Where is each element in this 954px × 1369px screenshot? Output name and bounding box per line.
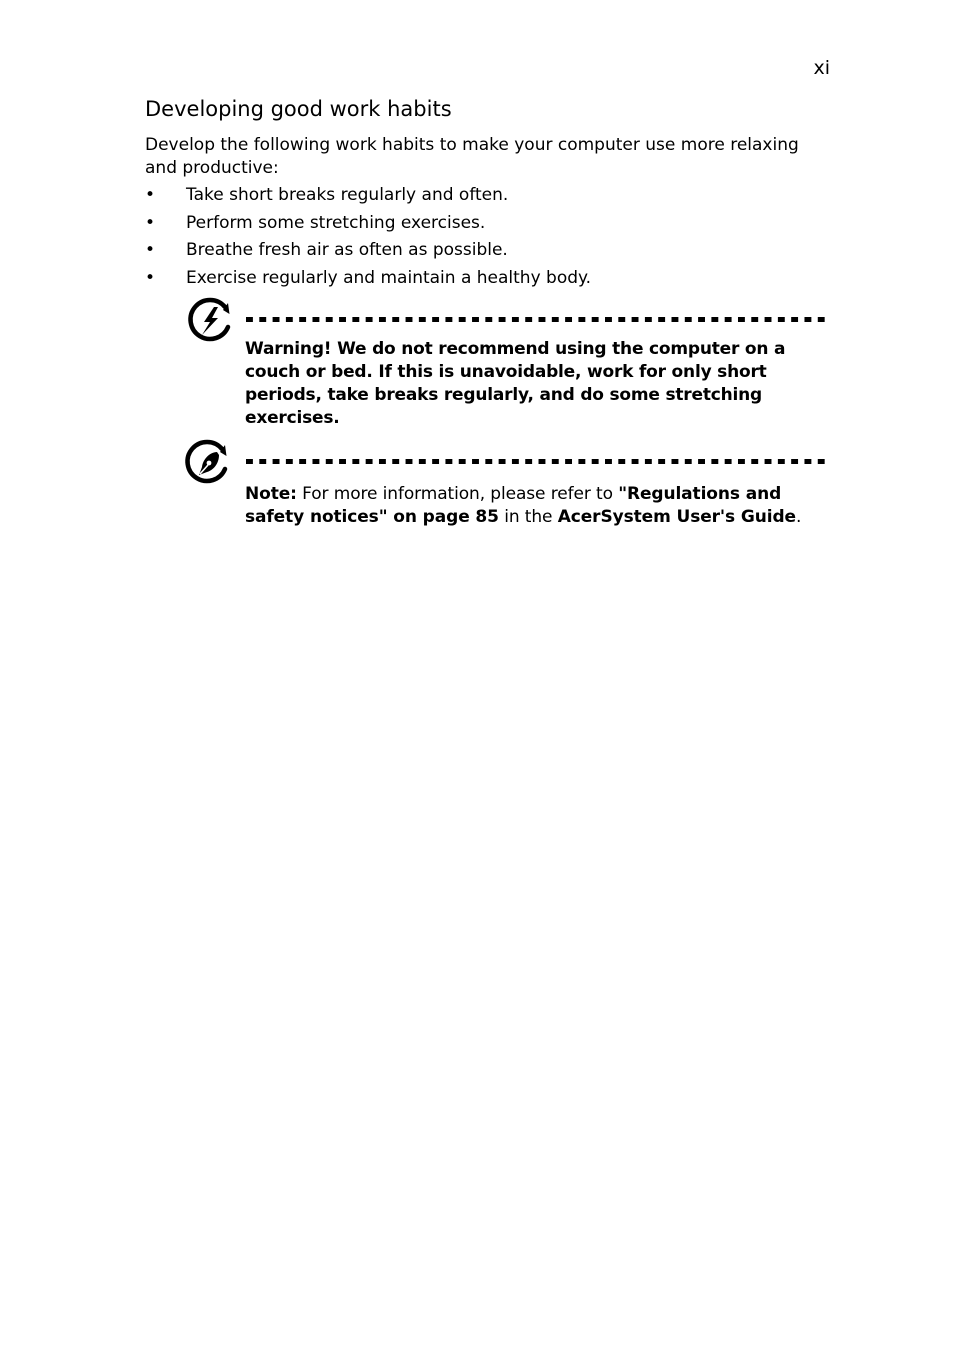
list-item-text: Perform some stretching exercises. <box>186 212 486 233</box>
bullet-marker: • <box>145 185 156 205</box>
guide-title: AcerSystem User's Guide <box>557 507 796 527</box>
bullet-marker: • <box>145 240 156 261</box>
list-item <box>145 183 835 211</box>
section-title: Developing good work habits <box>145 97 452 121</box>
note-divider <box>246 459 830 464</box>
warning-lightning-icon <box>187 297 235 345</box>
list-item-text: Breathe fresh air as often as possible. <box>186 240 508 261</box>
note-text <box>245 483 835 529</box>
note-label: Note: <box>245 484 297 504</box>
list-item-text: Exercise regularly and maintain a healthy body. <box>186 268 592 289</box>
note-text-part: in the <box>498 507 558 527</box>
list-item <box>145 266 835 294</box>
list-item-text: Take short breaks regularly and often. <box>186 185 509 205</box>
list-item <box>145 238 835 266</box>
page-number: xi <box>813 57 830 79</box>
warning-divider <box>246 317 830 322</box>
note-text-part: For more information, please refer to <box>296 484 619 504</box>
work-habits-list <box>145 183 835 294</box>
bullet-marker: • <box>145 268 156 289</box>
bullet-marker: • <box>145 212 156 233</box>
intro-paragraph: Develop the following work habits to make your computer use more relaxing and productive: <box>145 135 799 178</box>
warning-text: Warning! We do not recommend using the computer on a couch or bed. If this is unavoidable, work for only short periods, take breaks regularly, and do some stretching exercises. <box>245 339 786 428</box>
list-item <box>145 211 835 239</box>
regulations-reference-link[interactable]: "Regulations and safety notices" on page 85 <box>245 484 782 527</box>
note-pen-icon <box>184 439 232 487</box>
note-text-part: . <box>795 507 802 527</box>
